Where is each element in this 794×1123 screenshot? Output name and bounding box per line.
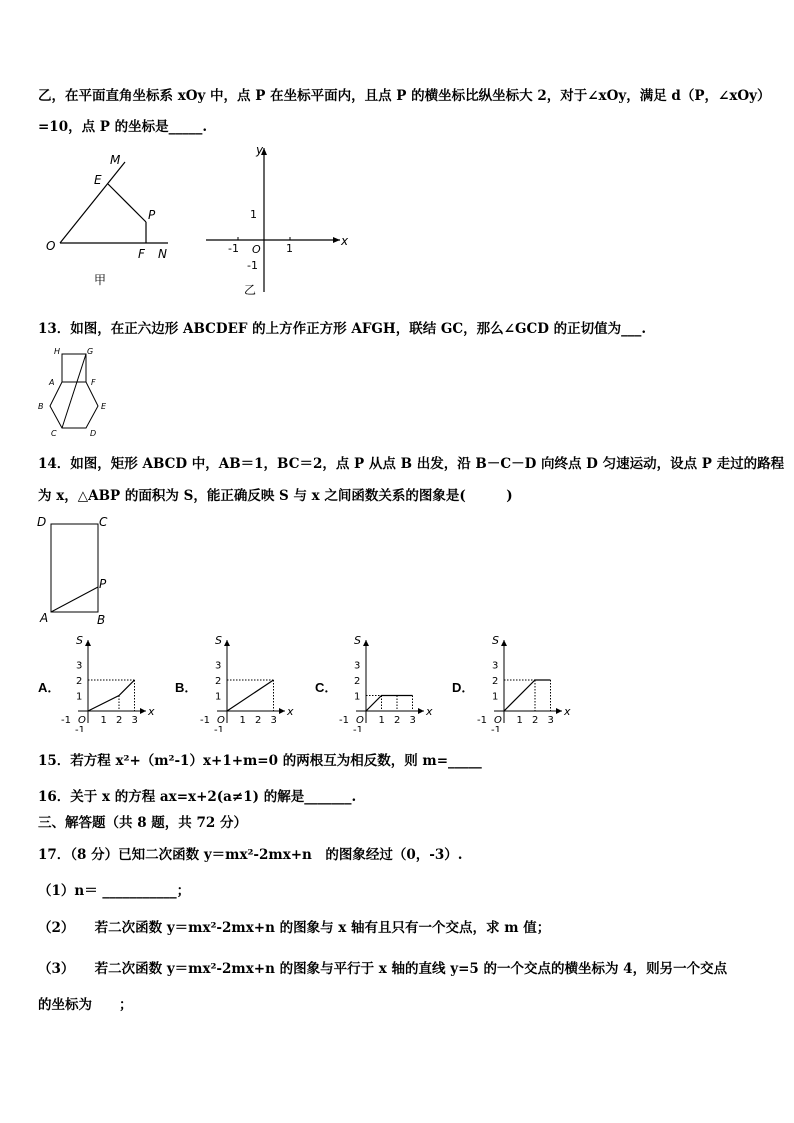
axis-label-S: S: [492, 634, 499, 647]
caption-jia: 甲: [94, 273, 107, 287]
tick-x-neg1: -1: [339, 715, 349, 726]
hex-label-F: F: [91, 378, 96, 387]
option-D-graph[interactable]: [474, 632, 574, 732]
label-N: N: [158, 247, 167, 261]
q14-rectangle-figure: [35, 508, 125, 628]
section3-heading: 三、解答题（共 8 题，共 72 分）: [38, 815, 247, 831]
option-B-label[interactable]: B．: [175, 680, 198, 695]
hex-label-B: B: [38, 402, 44, 411]
caption-yi: 乙: [244, 283, 257, 297]
tick-y-neg1: -1: [491, 725, 501, 732]
tick-y-minus1: -1: [247, 259, 258, 272]
q12-figure-yi: [200, 142, 360, 297]
tick-y-1: 1: [354, 691, 361, 703]
tick-x-2: 2: [116, 715, 123, 726]
q17-stem: 17．（8 分）已知二次函数 y＝mx²-2mx+n 的图象经过（0，-3）.: [38, 847, 463, 863]
tick-y-neg1: -1: [353, 725, 363, 732]
q12-line1: 乙，在平面直角坐标系 xOy 中，点 P 在坐标平面内，且点 P 的横坐标比纵坐标大 2，对于∠xOy，满足 d（P，∠xOy）: [38, 88, 771, 104]
tick-x-neg1: -1: [200, 715, 210, 726]
axis-label-x: x: [287, 705, 294, 718]
function-graph-B: [227, 680, 274, 711]
q13-figure-hexagon: [35, 342, 115, 440]
function-graph-C: [366, 696, 413, 712]
hex-label-D: D: [90, 429, 97, 438]
tick-y-1: 1: [76, 691, 83, 703]
rect-label-B: B: [97, 613, 106, 627]
function-graph-A: [88, 680, 135, 711]
option-D-label[interactable]: D．: [452, 680, 475, 695]
tick-y-3: 3: [76, 660, 83, 672]
x-axis-arrow: [279, 708, 285, 714]
q12-figure-jia: [40, 150, 190, 290]
q17-part3-cont: 的坐标为 ；: [38, 997, 133, 1013]
tick-y-1: 1: [215, 691, 222, 703]
axis-label-S: S: [215, 634, 222, 647]
origin-label: O: [217, 715, 225, 726]
tick-x-3: 3: [270, 715, 277, 726]
y-axis-arrow: [85, 640, 91, 646]
hex-label-G: G: [87, 347, 94, 356]
q13-text: 13．如图，在正六边形 ABCDEF 的上方作正方形 AFGH，联结 GC，那么∠GCD 的正切值为___.: [38, 321, 647, 337]
function-graph-D: [504, 680, 551, 711]
hex-label-H: H: [54, 347, 61, 356]
hex-label-E: E: [101, 402, 107, 411]
label-F: F: [138, 247, 145, 261]
x-axis-arrow: [556, 708, 562, 714]
tick-x-neg1: -1: [477, 715, 487, 726]
tick-x-3: 3: [131, 715, 138, 726]
q14-line2: 为 x，△ABP 的面积为 S，能正确反映 S 与 x 之间函数关系的图象是( ): [38, 488, 513, 504]
axis-label-S: S: [76, 634, 83, 647]
label-y: y: [256, 143, 264, 157]
x-axis-arrow: [140, 708, 146, 714]
tick-x-2: 2: [394, 715, 401, 726]
tick-y-1: 1: [492, 691, 499, 703]
q17-part2: （2） 若二次函数 y＝mx²-2mx+n 的图象与 x 轴有且只有一个交点，求 m 值；: [38, 920, 551, 936]
q15-text: 15．若方程 x²+（m²-1）x+1+m=0 的两根互为相反数，则 m=_____: [38, 753, 482, 769]
hex-label-A: A: [49, 378, 55, 387]
q17-part1: （1）n＝ ___________；: [38, 883, 191, 899]
tick-y-neg1: -1: [214, 725, 224, 732]
tick-x-1: 1: [516, 715, 523, 726]
axis-label-x: x: [564, 705, 571, 718]
tick-y-neg1: -1: [75, 725, 85, 732]
tick-x-2: 2: [532, 715, 539, 726]
origin-label: O: [494, 715, 502, 726]
option-A-graph[interactable]: [58, 632, 158, 732]
tick-y-3: 3: [354, 660, 361, 672]
tick-y-2: 2: [354, 676, 361, 687]
axis-label-S: S: [354, 634, 361, 647]
tick-x-1: 1: [239, 715, 246, 726]
rect-label-A: A: [40, 611, 49, 625]
origin-label: O: [356, 715, 364, 726]
q14-line1: 14．如图，矩形 ABCD 中，AB＝1，BC＝2，点 P 从点 B 出发，沿 B－C－D 向终点 D 匀速运动，设点 P 走过的路程: [38, 456, 785, 472]
q17-part3: （3） 若二次函数 y＝mx²-2mx+n 的图象与平行于 x 轴的直线 y=5 的一个交点的横坐标为 4，则另一个交点: [38, 961, 728, 977]
label-E: E: [94, 173, 102, 187]
tick-y-3: 3: [492, 660, 499, 672]
tick-x-1: 1: [100, 715, 107, 726]
tick-x-neg1: -1: [61, 715, 71, 726]
y-axis-arrow: [501, 640, 507, 646]
tick-x-2: 2: [255, 715, 262, 726]
label-M: M: [110, 153, 121, 167]
q16-text: 16．关于 x 的方程 ax=x+2(a≠1) 的解是_______.: [38, 789, 357, 805]
tick-x-3: 3: [547, 715, 554, 726]
label-x: x: [341, 234, 349, 248]
label-P: P: [148, 208, 156, 222]
option-C-label[interactable]: C．: [315, 680, 338, 695]
label-O: O: [46, 239, 56, 253]
hex-label-C: C: [51, 429, 57, 438]
origin-label: O: [78, 715, 86, 726]
tick-x-1: 1: [286, 242, 293, 255]
rect-label-D: D: [37, 515, 47, 529]
tick-y-1: 1: [250, 208, 257, 221]
option-A-label[interactable]: A．: [38, 680, 61, 695]
tick-x-3: 3: [409, 715, 416, 726]
axis-label-x: x: [148, 705, 155, 718]
label-origin: O: [252, 243, 261, 256]
tick-y-2: 2: [215, 676, 222, 687]
x-axis-arrow: [418, 708, 424, 714]
option-B-graph[interactable]: [197, 632, 297, 732]
q12-line2: =10，点 P 的坐标是_____.: [38, 119, 208, 135]
rect-label-C: C: [99, 515, 108, 529]
option-C-graph[interactable]: [336, 632, 436, 732]
tick-y-2: 2: [76, 676, 83, 687]
y-axis-arrow: [363, 640, 369, 646]
tick-y-3: 3: [215, 660, 222, 672]
tick-x-1: 1: [378, 715, 385, 726]
y-axis-arrow: [224, 640, 230, 646]
axis-label-x: x: [426, 705, 433, 718]
tick-y-2: 2: [492, 676, 499, 687]
tick-x-minus1: -1: [228, 242, 239, 255]
rect-label-P: P: [99, 577, 107, 591]
